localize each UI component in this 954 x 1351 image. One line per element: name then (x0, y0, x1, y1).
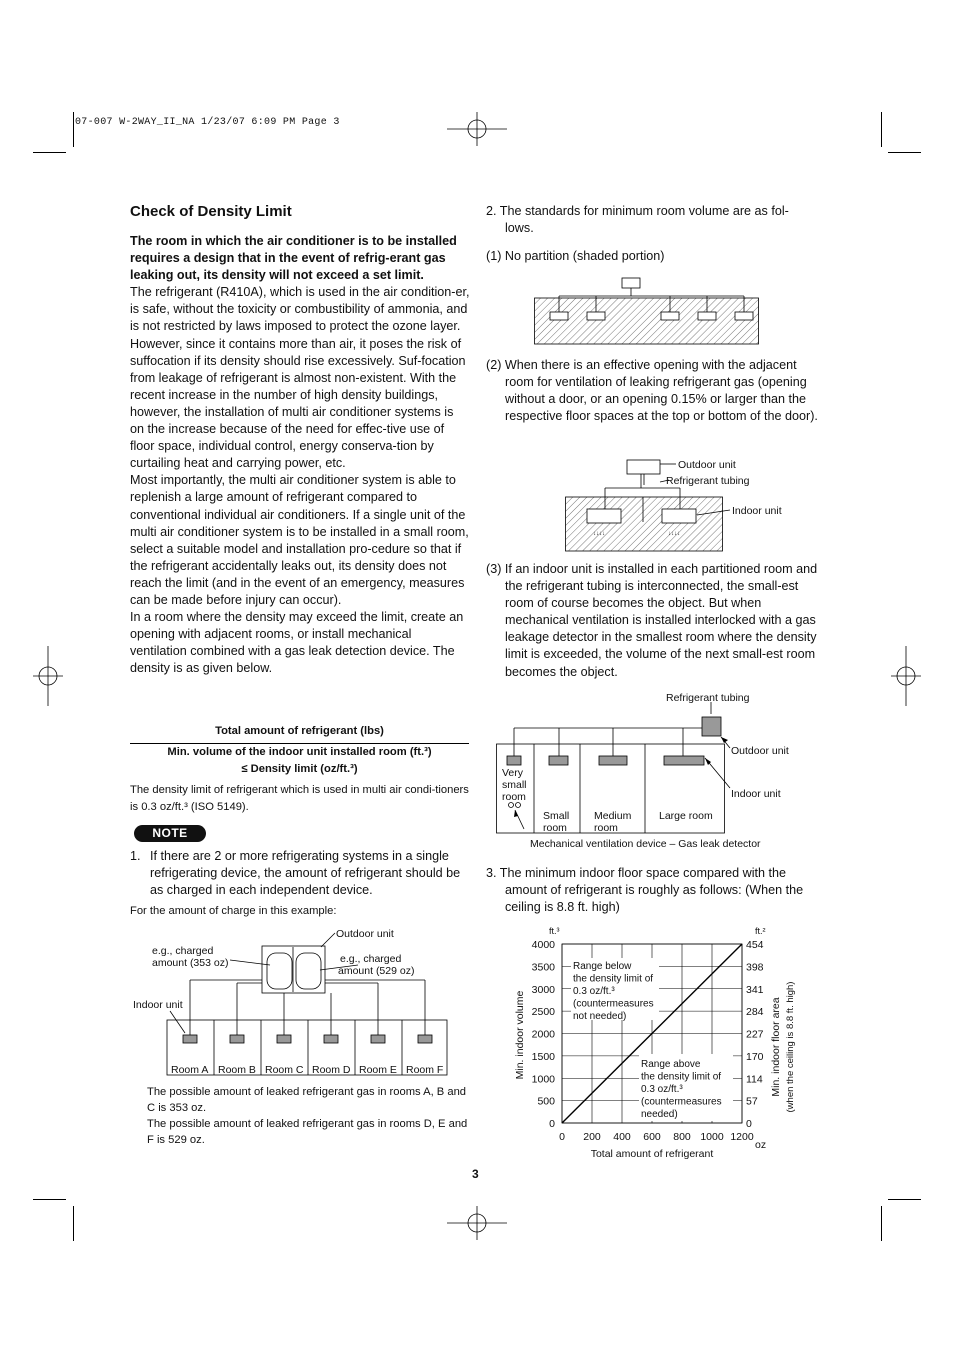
page-number: 3 (472, 1167, 479, 1181)
note1-text: If there are 2 or more refrigerating systems in a single refrigerating device, the amount of refrigerant should be as charged in each independent device. (150, 849, 461, 898)
x-axis-label: Total amount of refrigerant (590, 1148, 714, 1160)
fig3-tubing-label: Refrigerant tubing (666, 692, 750, 704)
y-axis-label: Min. indoor volume (514, 990, 526, 1080)
chart-annotation: 0.3 oz/ft.³ (573, 986, 615, 997)
fig1-indoor-label: Indoor unit (133, 999, 183, 1011)
chart-annotation: the density limit of (641, 1071, 722, 1083)
y-tick-label: 3500 (531, 961, 555, 974)
x-tick-label: 400 (613, 1131, 631, 1143)
intro-bold: The room in which the air conditioner is to be installed requires a design that in the event of refrig-erant gas leaking out, its density will not exceed a set limit. (130, 234, 457, 283)
item3-text: 3. The minimum indoor floor space compared with the amount of refrigerant is roughly as follows: (When the ceiling is 8.8 ft. high) (486, 866, 804, 915)
fig3-small-room: Small (543, 810, 570, 822)
fig3-very-small-room: room (502, 791, 526, 803)
y2-tick-label: 170 (746, 1050, 764, 1063)
y-tick-label: 0 (549, 1118, 555, 1130)
page-title: Check of Density Limit (130, 203, 292, 220)
x-tick-label: 0 (559, 1131, 565, 1143)
y-tick-label: 3000 (531, 983, 555, 996)
chart-annotation: (countermeasures (641, 1096, 722, 1108)
x-tick-label: 200 (583, 1131, 601, 1143)
fig2-tubing-label: Refrigerant tubing (666, 475, 750, 487)
y2-tick-label: 341 (746, 983, 764, 996)
chart-annotation: needed) (641, 1109, 678, 1120)
example-caption: For the amount of charge in this example: (130, 905, 337, 917)
sub1-heading: (1) No partition (shaded portion) (486, 249, 665, 263)
chart-annotation: not needed) (573, 1011, 627, 1022)
y-tick-label: 2000 (531, 1028, 555, 1041)
fig3-mech-vent-label: Mechanical ventilation device – Gas leak detector (530, 838, 761, 850)
fig3-medium-room: room (594, 822, 618, 834)
leak-rooms-def: The possible amount of leaked refrigerant gas in rooms D, E and F is 529 oz. (147, 1118, 468, 1146)
chart-annotation: 0.3 oz/ft.³ (641, 1084, 683, 1095)
fig3-large-room: Large room (659, 810, 713, 822)
item2-text: 2. The standards for minimum room volume are as fol-lows. (486, 204, 789, 236)
fig2-indoor-label: Indoor unit (732, 505, 782, 517)
fig3-medium-room: Medium (594, 810, 632, 822)
fig2-outdoor-label: Outdoor unit (678, 459, 736, 471)
partitioned-rooms-diagram (480, 688, 790, 853)
sub2-text: (2) When there is an effective opening with the adjacent room for ventilation of leaking refrigerant gas (opening without a door, or an opening 0.15% or larger than the respective floor spaces at the top or bottom of the door). (486, 358, 818, 424)
paragraph-1: The refrigerant (R410A), which is used in the air condition-er, is safe, without the toxicity or combustibility of ammonia, and is not restricted by laws imposed to protect the ozone layer. However, since it contains more than air, it poses the risk of suffocation if its density should rise excessively. Suf-focation from leakage of refrigerant is almost non-existent. With the recent increase in the number of high density buildings, however, the installation of multi air conditioner systems is on the increase because of the need for effec-tive use of floor space, individual control, energy conserva-tion by curtailing heat and carrying power, etc. (130, 285, 470, 471)
fig3-very-small-room: Very (502, 767, 524, 779)
paragraph-2: Most importantly, the multi air conditioner system is able to replenish a large amount of refrigerant compared to conventional individual air conditioners. If a single unit of the multi air conditioner system is to be installed in a small room, select a suitable model and installation pro-cedure so that if the refrigerant accidentally leaks out, its density does not reach the limit (and in the event of an emergency, measures can be made before injury can occur). (130, 473, 469, 607)
note1-number: 1. (130, 849, 141, 863)
formula-divider (130, 743, 469, 744)
x-tick-label: 1200 (730, 1131, 754, 1143)
chart-annotation: Range below (573, 961, 632, 972)
fig3-small-room: room (543, 822, 567, 834)
fig1-charged-a-line1: e.g., charged (152, 945, 214, 957)
y-tick-label: 1000 (531, 1073, 555, 1086)
fig1-room-label: Room B (218, 1064, 256, 1076)
x-tick-label: 600 (643, 1131, 661, 1143)
y2-axis-sublabel: (when the ceiling is 8.8 ft. high) (785, 981, 796, 1113)
fig1-room-label: Room E (359, 1064, 397, 1076)
fig1-charged-b-line2: amount (529 oz) (338, 965, 415, 977)
density-chart (505, 920, 805, 1165)
x-axis-unit: oz (755, 1139, 767, 1151)
y2-tick-label: 284 (746, 1006, 764, 1019)
y2-tick-label: 227 (746, 1028, 764, 1041)
fig1-charged-a-line2: amount (353 oz) (152, 957, 229, 969)
y-tick-label: 1500 (531, 1050, 555, 1063)
chart-annotation: (countermeasures (573, 998, 654, 1010)
fig1-charged-b-line1: e.g., charged (340, 953, 402, 965)
y-axis-unit: ft.³ (549, 926, 560, 936)
fig1-room-label: Room D (312, 1064, 351, 1076)
y2-tick-label: 57 (746, 1095, 758, 1108)
formula-numerator: Total amount of refrigerant (lbs) (215, 725, 384, 737)
y-tick-label: 4000 (531, 939, 555, 951)
y2-axis-label: Min. indoor floor area (770, 997, 782, 1097)
y2-tick-label: 114 (746, 1073, 763, 1086)
density-note: The density limit of refrigerant which is used in multi air condi-tioners is 0.3 oz/ft.³ (ISO 5149). (130, 784, 469, 813)
opening-diagram (565, 455, 795, 555)
formula-limit: ≤ Density limit (oz/ft.³) (241, 763, 358, 775)
svg-text:↓↓↓↓: ↓↓↓↓ (668, 531, 680, 537)
x-tick-label: 1000 (700, 1131, 724, 1143)
x-tick-label: 800 (673, 1131, 691, 1143)
no-partition-diagram (534, 276, 760, 346)
fig1-room-label: Room A (171, 1064, 209, 1076)
paragraph-3: In a room where the density may exceed the limit, create an opening with adjacent rooms, or install mechanical ventilation combined with a gas leak detection device. The density is as given below. (130, 610, 464, 676)
y2-tick-label: 398 (746, 961, 764, 974)
chart-annotation: Range above (641, 1059, 701, 1070)
y2-tick-label: 0 (746, 1118, 752, 1130)
fig3-very-small-room: small (502, 779, 527, 791)
fig1-room-label: Room F (406, 1064, 444, 1076)
svg-text:↓↓↓↓: ↓↓↓↓ (593, 531, 605, 537)
fig1-outdoor-label: Outdoor unit (336, 928, 394, 940)
print-header: 07-007 W-2WAY_II_NA 1/23/07 6:09 PM Page 3 (75, 117, 340, 128)
formula-denominator: Min. volume of the indoor unit installed room (ft.³) (167, 746, 432, 758)
fig3-outdoor-label: Outdoor unit (731, 745, 789, 757)
y-tick-label: 500 (537, 1095, 555, 1108)
y2-tick-label: 454 (746, 939, 764, 951)
y2-axis-unit: ft.² (755, 926, 766, 936)
sub3-text: (3) If an indoor unit is installed in each partitioned room and the refrigerant tubing is interconnected, the small-est room of course becomes the object. But when mechanical ventilation is installed interlocked with a gas leakage detector in the smallest room where the density limit is exceeded, the volume of the next small-est room becomes the object. (486, 562, 818, 679)
fig3-indoor-label: Indoor unit (731, 788, 781, 800)
fig1-room-label: Room C (265, 1064, 304, 1076)
leak-rooms-abc: The possible amount of leaked refrigerant gas in rooms A, B and C is 353 oz. (147, 1086, 467, 1114)
y-tick-label: 2500 (531, 1006, 555, 1019)
chart-annotation: the density limit of (573, 973, 654, 985)
charge-example-diagram (130, 925, 460, 1080)
note-badge: NOTE (134, 825, 206, 842)
